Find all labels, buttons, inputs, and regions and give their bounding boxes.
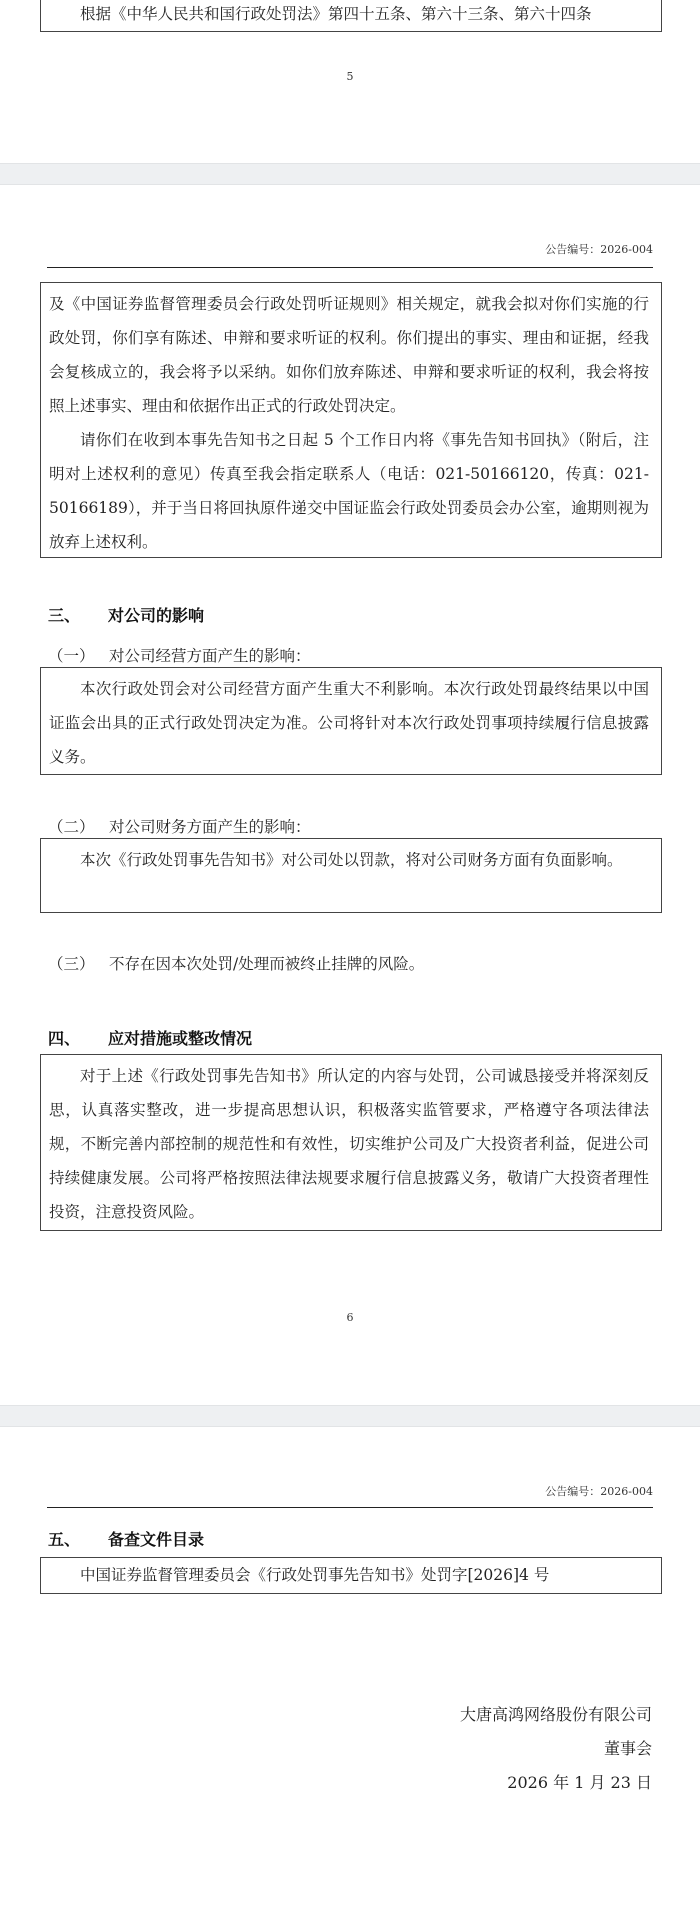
section-3-heading	[48, 603, 204, 626]
section-number: 五、	[48, 1530, 81, 1549]
subsection-3-line	[48, 952, 424, 974]
page-number: 6	[346, 1311, 354, 1324]
section-title: 应对措施或整改情况	[108, 1029, 253, 1048]
page-gap	[0, 1405, 700, 1427]
subsection-text: 不存在因本次处罚/处理而被终止挂牌的风险。	[109, 955, 425, 973]
subsection-1-heading	[48, 644, 311, 666]
signature-date: 2026 年 1 月 23 日	[507, 1773, 652, 1792]
section-5-heading	[48, 1527, 204, 1550]
operations-impact-text: 本次行政处罚会对公司经营方面产生重大不利影响。本次行政处罚最终结果以中国证监会出具的正式行政处罚决定为准。公司将针对本次行政处罚事项持续履行信息披露义务。	[49, 680, 649, 766]
notice-paragraph-2: 请你们在收到本事先告知书之日起 5 个工作日内将《事先告知书回执》（附后，注明对上述权利的意见）传真至我会指定联系人（电话：021-50166120，传真：021-50166189），并于当日将回执原件递交中国证监会行政处罚委员会办公室，逾期则视为放弃上述权利。	[49, 431, 649, 551]
header-rule	[47, 1507, 653, 1508]
section-4-heading	[48, 1026, 252, 1049]
operations-impact-box	[40, 667, 662, 775]
financial-impact-text: 本次《行政处罚事先告知书》对公司处以罚款，将对公司财务方面有负面影响。	[80, 851, 623, 869]
reference-documents-box	[40, 1557, 662, 1594]
header-rule	[47, 267, 653, 268]
subsection-title: 对公司经营方面产生的影响：	[109, 647, 311, 665]
subsection-title: 对公司财务方面产生的影响：	[109, 818, 311, 836]
section-title: 备查文件目录	[108, 1530, 205, 1549]
notice-text-box	[40, 282, 662, 558]
section-title: 对公司的影响	[108, 606, 205, 625]
measures-box	[40, 1054, 662, 1231]
subsection-number: （三）	[48, 955, 95, 973]
page5-tail-box	[40, 0, 662, 32]
announcement-code: 公告编号：2026-004	[545, 243, 653, 256]
page5-tail-line: 根据《中华人民共和国行政处罚法》第四十五条、第六十三条、第六十四条	[80, 5, 592, 23]
page-number: 5	[346, 70, 354, 83]
section-number: 四、	[48, 1029, 81, 1048]
subsection-number: （二）	[48, 818, 95, 836]
notice-paragraph-1: 及《中国证券监督管理委员会行政处罚听证规则》相关规定，就我会拟对你们实施的行政处罚，你们享有陈述、申辩和要求听证的权利。你们提出的事实、理由和证据，经我会复核成立的，我会将予以采纳。如你们放弃陈述、申辩和要求听证的权利，我会将按照上述事实、理由和依据作出正式的行政处罚决定。	[49, 295, 649, 415]
subsection-2-heading	[48, 815, 311, 837]
measures-text: 对于上述《行政处罚事先告知书》所认定的内容与处罚，公司诚恳接受并将深刻反思，认真落实整改，进一步提高思想认识，积极落实监管要求，严格遵守各项法律法规，不断完善内部控制的规范性和有效性，切实维护公司及广大投资者利益，促进公司持续健康发展。公司将严格按照法律法规要求履行信息披露义务，敬请广大投资者理性投资，注意投资风险。	[49, 1067, 649, 1221]
page-gap	[0, 163, 700, 185]
section-number: 三、	[48, 606, 81, 625]
reference-document-item: 中国证券监督管理委员会《行政处罚事先告知书》处罚字[2026]4 号	[80, 1566, 550, 1584]
financial-impact-box	[40, 838, 662, 913]
announcement-code: 公告编号：2026-004	[545, 1485, 653, 1498]
subsection-number: （一）	[48, 647, 95, 665]
signature-company: 大唐高鸿网络股份有限公司	[459, 1705, 652, 1724]
signature-board: 董事会	[603, 1739, 652, 1758]
